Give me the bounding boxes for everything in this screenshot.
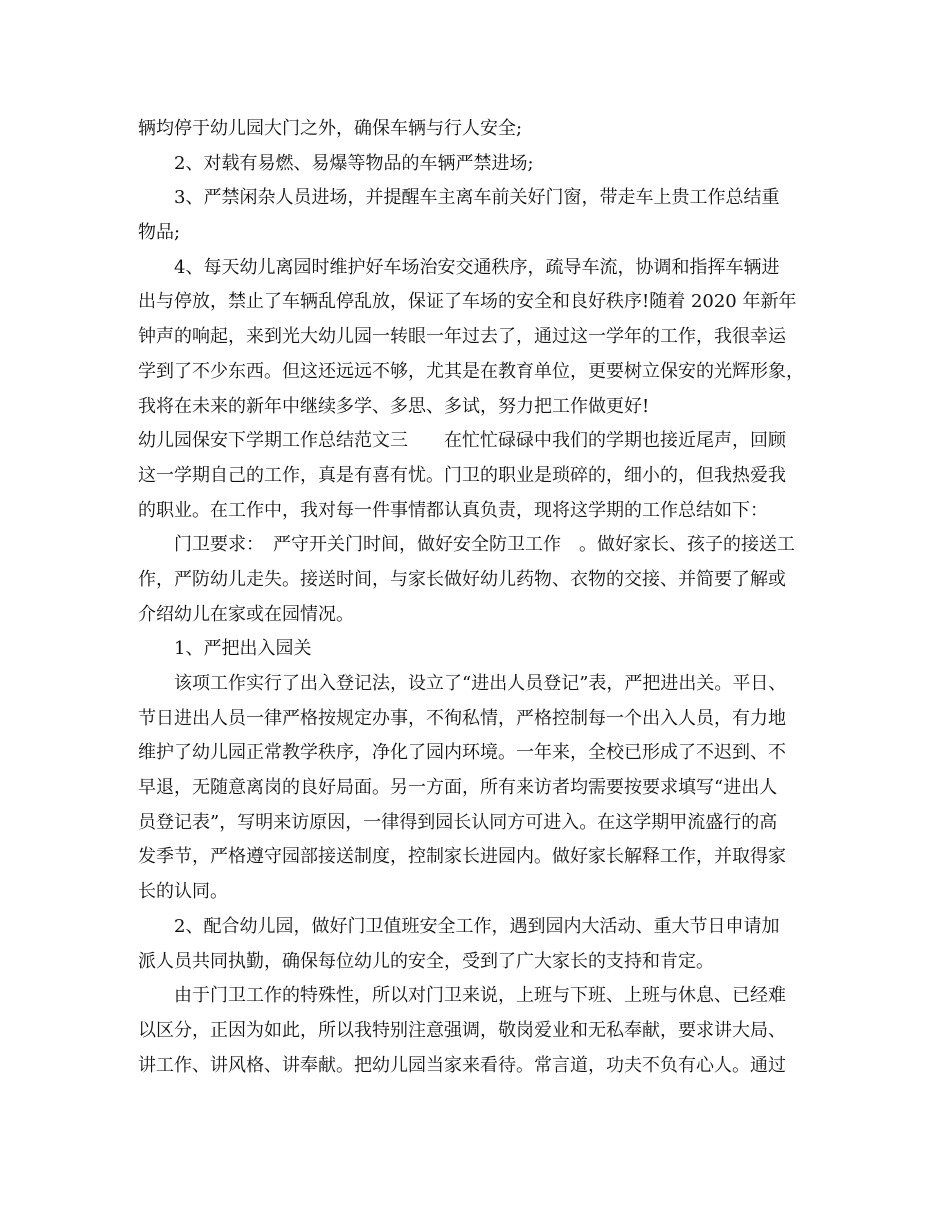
text-line: 幼儿园保安下学期工作总结范文三 在忙忙碌碌中我们的学期也接近尾声，回顾 xyxy=(138,430,786,452)
text-line: 早退，无随意离岗的良好局面。另一方面，所有来访者均需要按要求填写“进出人 xyxy=(138,777,778,799)
text-line: 讲工作、讲风格、讲奉献。把幼儿园当家来看待。常言道，功夫不负有心人。通过 xyxy=(138,1054,786,1076)
text-line: 作，严防幼儿走失。接送时间，与家长做好幼儿药物、衣物的交接、并简要了解或 xyxy=(138,568,786,590)
text-line: 钟声的响起，来到光大幼儿园一转眼一年过去了，通过这一学年的工作，我很幸运 xyxy=(138,326,786,348)
text-line: 该项工作实行了出入登记法，设立了“进出人员登记”表，严把进出关。平日、 xyxy=(174,673,787,694)
text-line: 节日进出人员一律严格按规定办事，不徇私情，严格控制每一个出入人员，有力地 xyxy=(138,707,786,729)
text-line: 2、配合幼儿园，做好门卫值班安全工作，遇到园内大活动、重大节日申请加 xyxy=(174,915,780,937)
text-line: 这一学期自己的工作，真是有喜有忧。门卫的职业是琐碎的，细小的，但我热爱我 xyxy=(138,464,786,486)
text-line: 门卫要求： 严守开关门时间，做好安全防卫工作 。做好家长、孩子的接送工 xyxy=(174,534,795,556)
text-line: 发季节，严格遵守园部接送制度，控制家长进园内。做好家长解释工作，并取得家 xyxy=(138,846,786,868)
text-line: 3、严禁闲杂人员进场，并提醒车主离车前关好门窗，带走车上贵工作总结重 xyxy=(174,187,780,209)
text-line: 出与停放，禁止了车辆乱停乱放，保证了车场的安全和良好秩序!随着 2020 年新年 xyxy=(138,291,797,313)
text-line: 以区分，正因为如此，所以我特别注意强调，敬岗爱业和无私奉献，要求讲大局、 xyxy=(138,1019,786,1041)
text-line: 物品; xyxy=(138,222,181,244)
body-text xyxy=(138,112,818,1083)
text-line: 介绍幼儿在家或在园情况。 xyxy=(138,603,354,625)
text-line: 辆均停于幼儿园大门之外，确保车辆与行人安全; xyxy=(138,118,523,139)
text-line: 1、严把出入园关 xyxy=(174,638,312,660)
text-line: 我将在未来的新年中继续多学、多思、多试，努力把工作做更好! xyxy=(138,395,650,417)
text-line: 长的认同。 xyxy=(138,881,228,903)
text-line: 派人员共同执勤，确保每位幼儿的安全，受到了广大家长的支持和肯定。 xyxy=(138,950,714,972)
text-line: 维护了幼儿园正常教学秩序，净化了园内环境。一年来，全校已形成了不迟到、不 xyxy=(138,742,786,764)
text-line: 的职业。在工作中，我对每一件事情都认真负责，现将这学期的工作总结如下： xyxy=(138,499,768,521)
text-line: 2、对载有易燃、易爆等物品的车辆严禁进场; xyxy=(174,152,534,174)
text-line: 员登记表”，写明来访原因，一律得到园长认同方可进入。在这学期甲流盛行的高 xyxy=(138,811,778,833)
text-line: 由于门卫工作的特殊性，所以对门卫来说，上班与下班、上班与休息、已经难 xyxy=(174,985,786,1007)
text-line: 4、每天幼儿离园时维护好车场治安交通秩序，疏导车流，协调和指挥车辆进 xyxy=(174,256,780,278)
text-line: 学到了不少东西。但这还远远不够，尤其是在教育单位，更要树立保安的光辉形象， xyxy=(138,360,804,382)
